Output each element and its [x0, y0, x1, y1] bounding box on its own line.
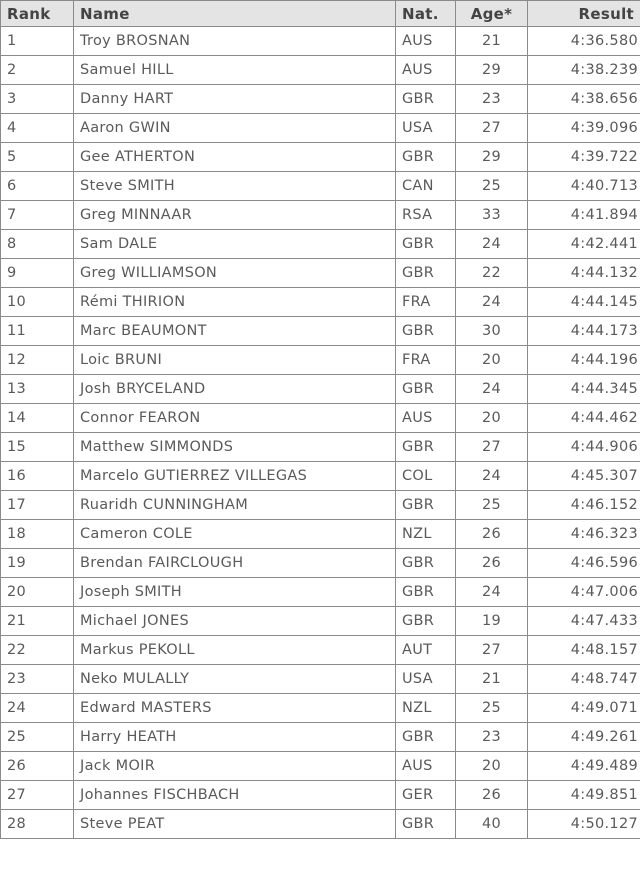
result-time-cell: 4:44.132 — [528, 259, 640, 288]
rider-name-cell: Steve SMITH — [74, 172, 396, 201]
nationality-cell: USA — [396, 665, 456, 694]
age-cell: 25 — [456, 491, 528, 520]
rider-name-cell: Greg WILLIAMSON — [74, 259, 396, 288]
rank-cell: 20 — [1, 578, 74, 607]
age-cell: 29 — [456, 56, 528, 85]
nationality-cell: AUS — [396, 56, 456, 85]
nationality-cell: USA — [396, 114, 456, 143]
rank-cell: 14 — [1, 404, 74, 433]
rank-cell: 2 — [1, 56, 74, 85]
rider-name-cell: Marcelo GUTIERREZ VILLEGAS — [74, 462, 396, 491]
rider-name-cell: Steve PEAT — [74, 810, 396, 839]
age-cell: 27 — [456, 114, 528, 143]
nationality-cell: NZL — [396, 694, 456, 723]
rank-cell: 8 — [1, 230, 74, 259]
nationality-cell: AUT — [396, 636, 456, 665]
rider-name-cell: Aaron GWIN — [74, 114, 396, 143]
age-cell: 33 — [456, 201, 528, 230]
rank-cell: 10 — [1, 288, 74, 317]
age-cell: 29 — [456, 143, 528, 172]
result-time-cell: 4:44.145 — [528, 288, 640, 317]
table-row — [1, 549, 640, 578]
rank-cell: 28 — [1, 810, 74, 839]
result-time-cell: 4:39.096 — [528, 114, 640, 143]
result-time-cell: 4:42.441 — [528, 230, 640, 259]
age-cell: 20 — [456, 404, 528, 433]
nationality-cell: GBR — [396, 433, 456, 462]
rank-cell: 1 — [1, 27, 74, 56]
age-cell: 24 — [456, 462, 528, 491]
table-row — [1, 114, 640, 143]
nationality-cell: AUS — [396, 404, 456, 433]
rank-cell: 15 — [1, 433, 74, 462]
table-row — [1, 404, 640, 433]
result-time-cell: 4:46.596 — [528, 549, 640, 578]
result-time-cell: 4:44.345 — [528, 375, 640, 404]
rank-cell: 7 — [1, 201, 74, 230]
rank-cell: 21 — [1, 607, 74, 636]
age-cell: 20 — [456, 752, 528, 781]
rider-name-cell: Connor FEARON — [74, 404, 396, 433]
age-cell: 25 — [456, 694, 528, 723]
rider-name-cell: Sam DALE — [74, 230, 396, 259]
table-row — [1, 346, 640, 375]
rider-name-cell: Johannes FISCHBACH — [74, 781, 396, 810]
age-cell: 24 — [456, 230, 528, 259]
result-time-cell: 4:48.157 — [528, 636, 640, 665]
nationality-cell: GBR — [396, 810, 456, 839]
age-cell: 19 — [456, 607, 528, 636]
result-time-cell: 4:38.656 — [528, 85, 640, 114]
rank-cell: 23 — [1, 665, 74, 694]
table-row — [1, 27, 640, 56]
table-row — [1, 56, 640, 85]
nationality-cell: GBR — [396, 143, 456, 172]
age-cell: 23 — [456, 85, 528, 114]
rank-cell: 3 — [1, 85, 74, 114]
nationality-cell: GBR — [396, 549, 456, 578]
table-row — [1, 607, 640, 636]
nationality-cell: AUS — [396, 752, 456, 781]
table-row — [1, 317, 640, 346]
rank-cell: 6 — [1, 172, 74, 201]
header-row — [1, 1, 640, 27]
rider-name-cell: Michael JONES — [74, 607, 396, 636]
age-cell: 24 — [456, 375, 528, 404]
table-row — [1, 288, 640, 317]
table-row — [1, 462, 640, 491]
rank-cell: 5 — [1, 143, 74, 172]
result-time-cell: 4:44.906 — [528, 433, 640, 462]
table-row — [1, 433, 640, 462]
rank-cell: 24 — [1, 694, 74, 723]
rank-cell: 9 — [1, 259, 74, 288]
column-header-name: Name — [74, 1, 396, 27]
result-time-cell: 4:49.071 — [528, 694, 640, 723]
age-cell: 24 — [456, 288, 528, 317]
table-row — [1, 375, 640, 404]
nationality-cell: GER — [396, 781, 456, 810]
rider-name-cell: Edward MASTERS — [74, 694, 396, 723]
rider-name-cell: Joseph SMITH — [74, 578, 396, 607]
table-row — [1, 201, 640, 230]
result-time-cell: 4:46.152 — [528, 491, 640, 520]
table-row — [1, 810, 640, 839]
rank-cell: 17 — [1, 491, 74, 520]
table-row — [1, 723, 640, 752]
table-row — [1, 694, 640, 723]
table-row — [1, 520, 640, 549]
age-cell: 25 — [456, 172, 528, 201]
table-body — [1, 27, 640, 839]
table-row — [1, 665, 640, 694]
rider-name-cell: Rémi THIRION — [74, 288, 396, 317]
nationality-cell: COL — [396, 462, 456, 491]
table-row — [1, 85, 640, 114]
rank-cell: 26 — [1, 752, 74, 781]
table-row — [1, 230, 640, 259]
nationality-cell: GBR — [396, 578, 456, 607]
table-row — [1, 491, 640, 520]
rank-cell: 22 — [1, 636, 74, 665]
result-time-cell: 4:45.307 — [528, 462, 640, 491]
result-time-cell: 4:44.173 — [528, 317, 640, 346]
rider-name-cell: Troy BROSNAN — [74, 27, 396, 56]
rider-name-cell: Loic BRUNI — [74, 346, 396, 375]
age-cell: 30 — [456, 317, 528, 346]
nationality-cell: GBR — [396, 723, 456, 752]
result-time-cell: 4:50.127 — [528, 810, 640, 839]
result-time-cell: 4:41.894 — [528, 201, 640, 230]
rank-cell: 27 — [1, 781, 74, 810]
rider-name-cell: Neko MULALLY — [74, 665, 396, 694]
table-row — [1, 143, 640, 172]
rider-name-cell: Cameron COLE — [74, 520, 396, 549]
table-row — [1, 781, 640, 810]
nationality-cell: RSA — [396, 201, 456, 230]
age-cell: 24 — [456, 578, 528, 607]
column-header-age: Age* — [456, 1, 528, 27]
rider-name-cell: Samuel HILL — [74, 56, 396, 85]
age-cell: 26 — [456, 781, 528, 810]
rank-cell: 13 — [1, 375, 74, 404]
age-cell: 26 — [456, 549, 528, 578]
column-header-nat: Nat. — [396, 1, 456, 27]
nationality-cell: AUS — [396, 27, 456, 56]
age-cell: 23 — [456, 723, 528, 752]
rider-name-cell: Brendan FAIRCLOUGH — [74, 549, 396, 578]
age-cell: 27 — [456, 433, 528, 462]
rider-name-cell: Harry HEATH — [74, 723, 396, 752]
rider-name-cell: Gee ATHERTON — [74, 143, 396, 172]
nationality-cell: CAN — [396, 172, 456, 201]
result-time-cell: 4:48.747 — [528, 665, 640, 694]
nationality-cell: GBR — [396, 230, 456, 259]
rank-cell: 16 — [1, 462, 74, 491]
nationality-cell: FRA — [396, 288, 456, 317]
result-time-cell: 4:38.239 — [528, 56, 640, 85]
nationality-cell: GBR — [396, 317, 456, 346]
rider-name-cell: Marc BEAUMONT — [74, 317, 396, 346]
result-time-cell: 4:47.433 — [528, 607, 640, 636]
result-time-cell: 4:49.489 — [528, 752, 640, 781]
rider-name-cell: Ruaridh CUNNINGHAM — [74, 491, 396, 520]
rider-name-cell: Jack MOIR — [74, 752, 396, 781]
table-header — [1, 1, 640, 27]
rider-name-cell: Greg MINNAAR — [74, 201, 396, 230]
result-time-cell: 4:44.196 — [528, 346, 640, 375]
age-cell: 21 — [456, 665, 528, 694]
age-cell: 26 — [456, 520, 528, 549]
age-cell: 20 — [456, 346, 528, 375]
rank-cell: 11 — [1, 317, 74, 346]
column-header-result: Result — [528, 1, 640, 27]
nationality-cell: NZL — [396, 520, 456, 549]
result-time-cell: 4:46.323 — [528, 520, 640, 549]
table-row — [1, 636, 640, 665]
rider-name-cell: Josh BRYCELAND — [74, 375, 396, 404]
rider-name-cell: Danny HART — [74, 85, 396, 114]
result-time-cell: 4:40.713 — [528, 172, 640, 201]
age-cell: 40 — [456, 810, 528, 839]
result-time-cell: 4:49.851 — [528, 781, 640, 810]
nationality-cell: GBR — [396, 375, 456, 404]
result-time-cell: 4:47.006 — [528, 578, 640, 607]
rank-cell: 19 — [1, 549, 74, 578]
rank-cell: 12 — [1, 346, 74, 375]
age-cell: 27 — [456, 636, 528, 665]
nationality-cell: GBR — [396, 491, 456, 520]
column-header-rank: Rank — [1, 1, 74, 27]
table-row — [1, 752, 640, 781]
table-row — [1, 172, 640, 201]
rank-cell: 4 — [1, 114, 74, 143]
result-time-cell: 4:44.462 — [528, 404, 640, 433]
table-row — [1, 578, 640, 607]
nationality-cell: GBR — [396, 259, 456, 288]
result-time-cell: 4:39.722 — [528, 143, 640, 172]
result-time-cell: 4:36.580 — [528, 27, 640, 56]
result-time-cell: 4:49.261 — [528, 723, 640, 752]
age-cell: 21 — [456, 27, 528, 56]
rider-name-cell: Markus PEKOLL — [74, 636, 396, 665]
nationality-cell: GBR — [396, 85, 456, 114]
table-row — [1, 259, 640, 288]
nationality-cell: FRA — [396, 346, 456, 375]
rank-cell: 25 — [1, 723, 74, 752]
age-cell: 22 — [456, 259, 528, 288]
nationality-cell: GBR — [396, 607, 456, 636]
rank-cell: 18 — [1, 520, 74, 549]
rider-name-cell: Matthew SIMMONDS — [74, 433, 396, 462]
